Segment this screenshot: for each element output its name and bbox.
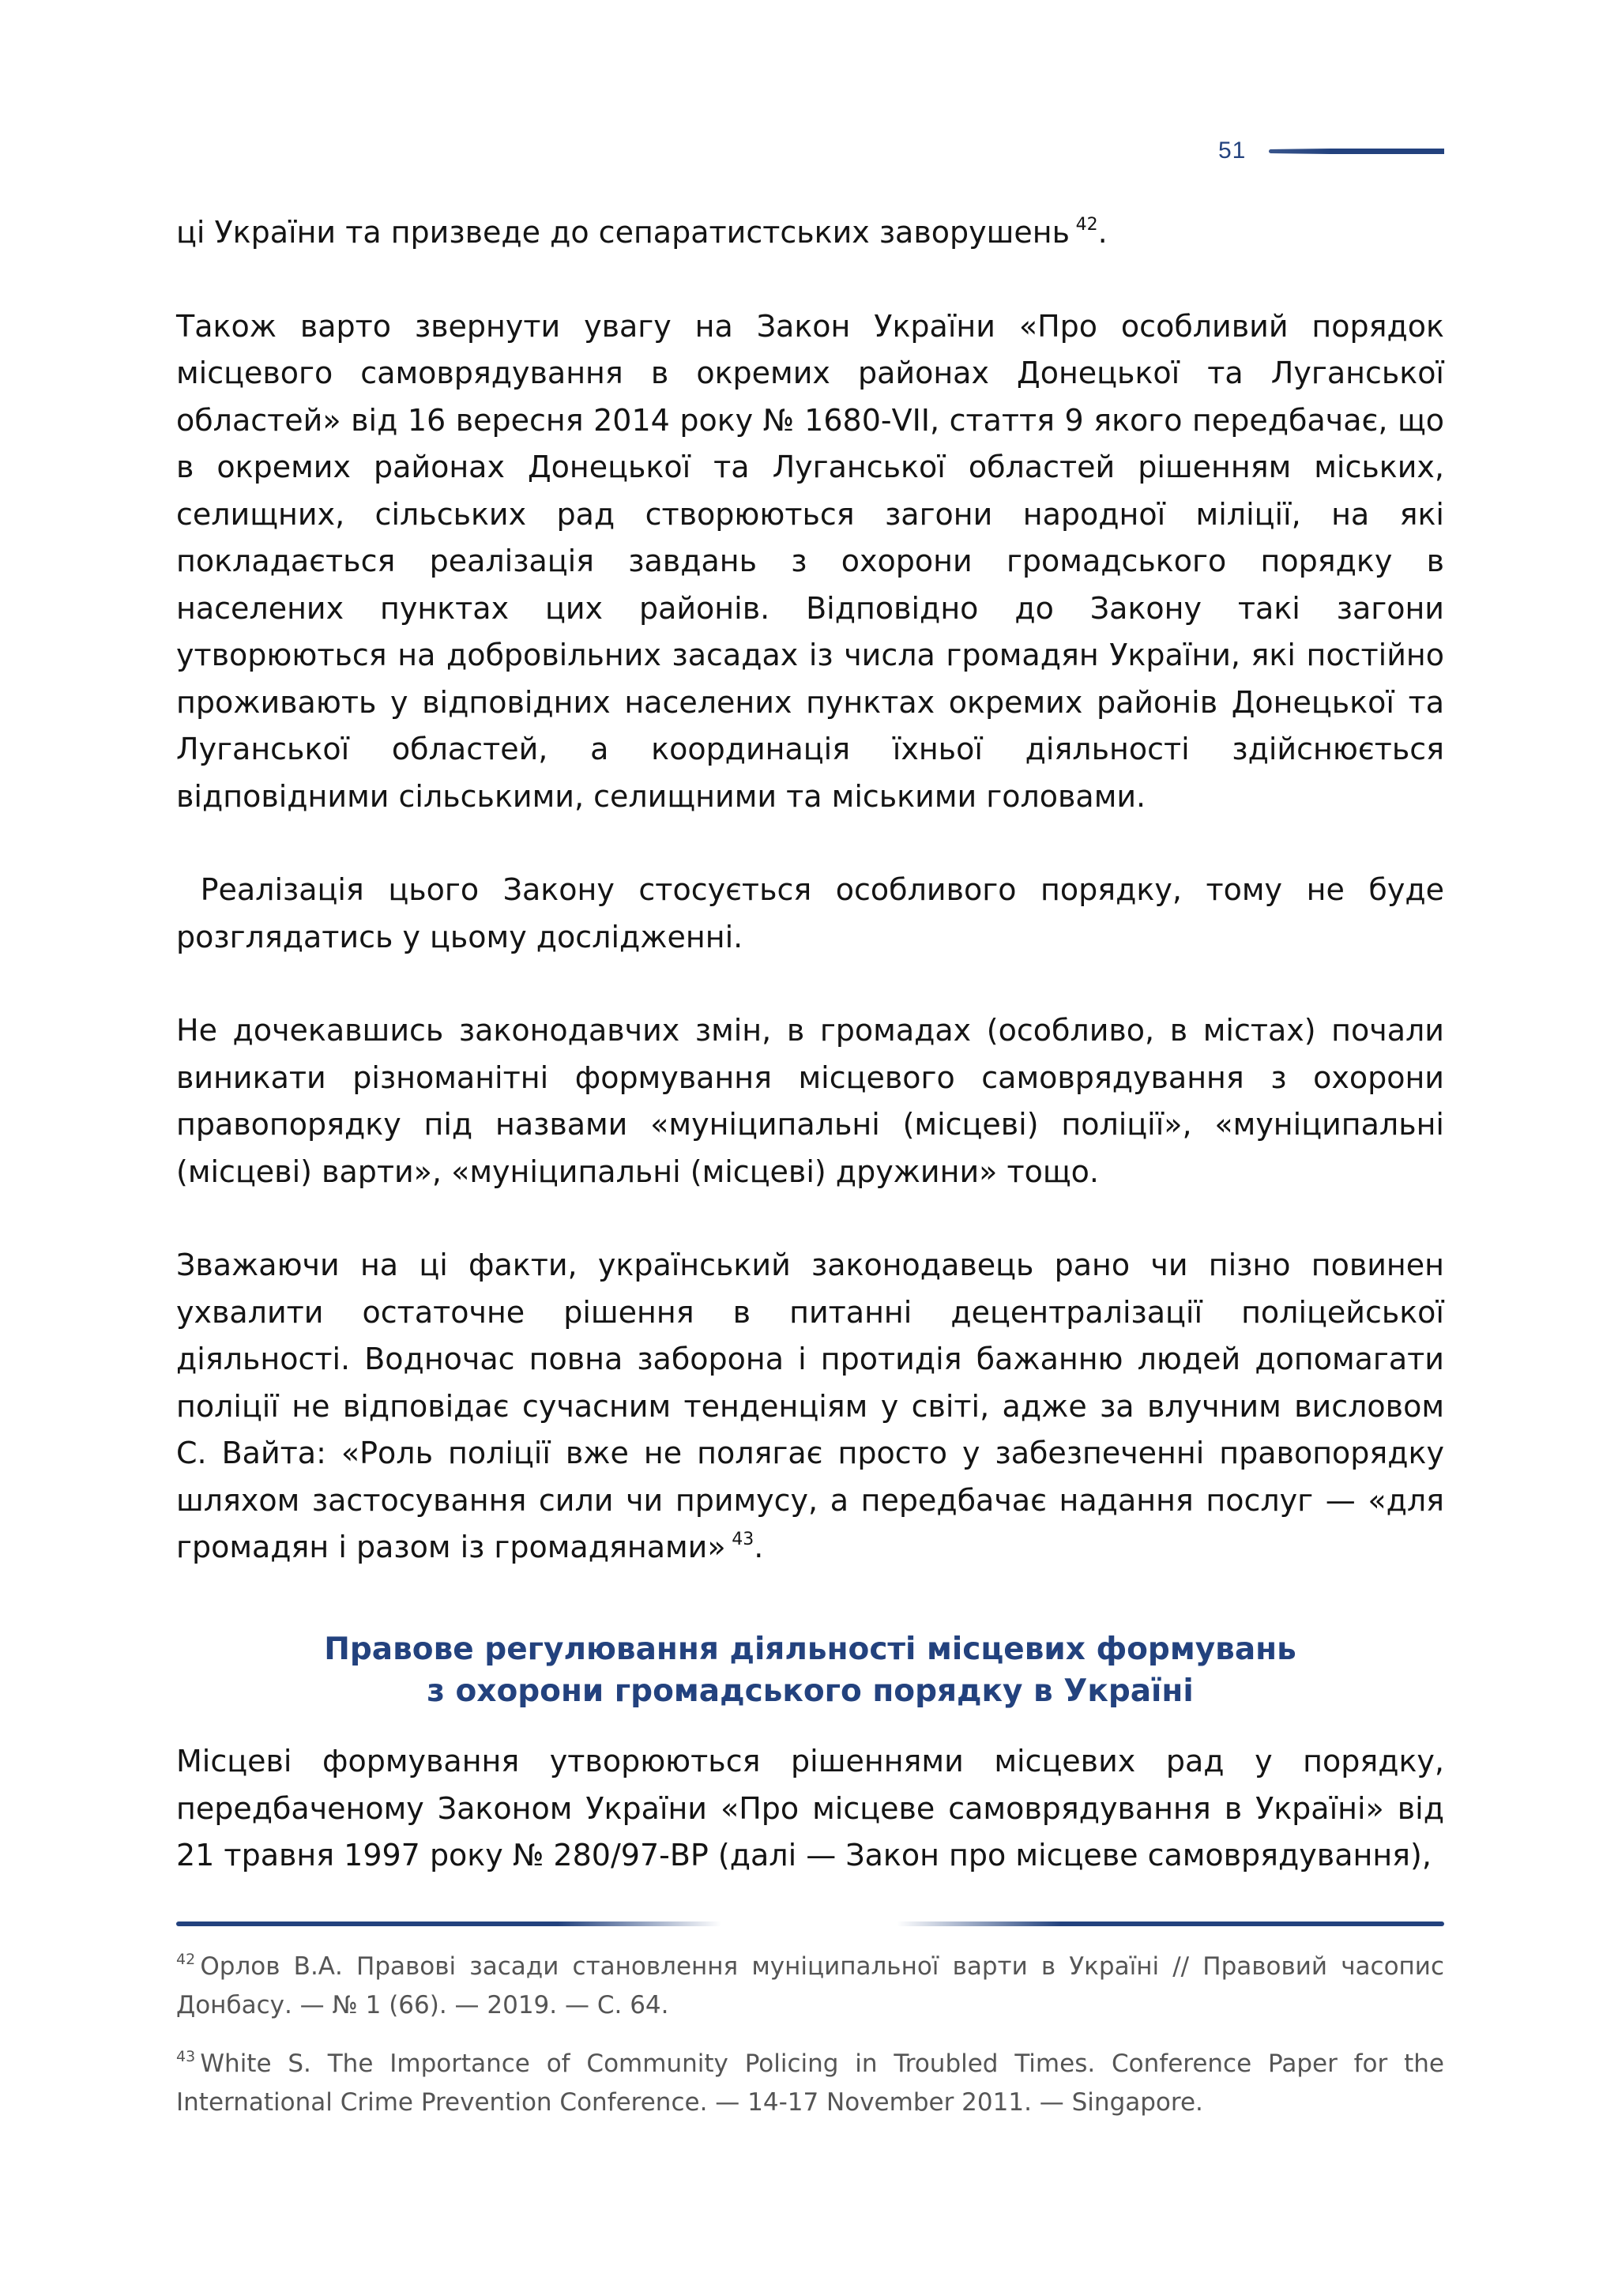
footnote-ref-43[interactable]: 43 — [732, 1530, 754, 1549]
paragraph-continuation — [176, 209, 1444, 257]
footnote-42 — [176, 1948, 1444, 2025]
paragraph-end: . — [754, 1530, 764, 1564]
footnote-43 — [176, 2045, 1444, 2122]
footnotes — [176, 1948, 1444, 2122]
paragraph-decentralization — [176, 1242, 1444, 1571]
section-heading — [176, 1628, 1444, 1712]
body-text — [176, 209, 1454, 1571]
paragraph-special-law: Також варто звернути увагу на Закон України «Про особливий порядок місцевого самоврядування в окремих районах Донецької та Луганської областей» від 16 вересня 2014 року № 1680-VII, стаття 9 якого передбачає, що в окремих районах Донецької та Луганської областей рішенням міських, селищних, сільських рад створюються загони народної міліції, на які покладається реалізація завдань з охорони громадського порядку в населених пунктах цих районів. Відповідно до Закону такі загони утворюються на добровільних засадах із числа громадян України, які постійно проживають у відповідних населених пунктах окремих районів Донецької та Луганської областей, а координація їхньої діяльності здійснюється відповідними сільськими, селищними та міськими головами. — [176, 308, 1444, 814]
footnote-text: Орлов В.А. Правові засади становлення муніципальної варти в Україні // Правовий часопис Донбасу. — № 1 (66). — 2019. — С. 64. — [176, 1952, 1444, 2019]
footnote-ref-42[interactable]: 42 — [1075, 215, 1098, 235]
footnote-divider-left — [176, 1921, 721, 1926]
page-number: 51 — [1218, 137, 1247, 164]
header-rule — [1269, 149, 1444, 154]
footnote-divider-right — [897, 1921, 1444, 1926]
paragraph-text: Зважаючи на ці факти, український законодавець рано чи пізно повинен ухвалити остаточне рішення в питанні децентралізації поліцейської діяльності. Водночас повна заборона і протидія бажанню людей допомагати поліції не відповідає сучасним тенденціям у світі, адже за влучним висловом С. Вайта: «Роль поліції вже не полягає просто у забезпеченні правопорядку шляхом застосування сили чи примусу, а передбачає надання послуг — «для громадян і разом із громадянами» — [176, 1248, 1444, 1564]
paragraph-end: . — [1097, 215, 1108, 250]
paragraph-local-formations: Не дочекавшись законодавчих змін, в громадах (особливо, в містах) почали виникати різноманітні формування місцевого самоврядування з охорони правопорядку під назвами «муніципальні (місцеві) поліції», «муніципальні (місцеві) варти», «муніципальні (місцеві) дружини» тощо. — [176, 1013, 1444, 1189]
paragraph-scope-note: Реалізація цього Закону стосується особливого порядку, тому не буде розглядатись у цьому дослідженні. — [176, 872, 1454, 954]
section-paragraph: Місцеві формування утворюються рішеннями місцевих рад у порядку, передбаченому Законом України «Про місцеве самоврядування в Україні» від 21 травня 1997 року № 280/97-ВР (далі — Закон про місцеве самоврядування), — [176, 1744, 1444, 1873]
footnote-number: 42 — [176, 1951, 196, 1968]
footnote-text: White S. The Importance of Community Policing in Troubled Times. Conference Paper for the International Crime Prevention Conference. — 14-17 November 2011. — Singapore. — [176, 2049, 1444, 2117]
footnote-number: 43 — [176, 2048, 196, 2065]
section-heading-line-1: Правове регулювання діяльності місцевих формувань — [324, 1632, 1296, 1667]
section-heading-line-2: з охорони громадського порядку в Україні — [427, 1673, 1194, 1709]
paragraph-text: ці України та призведе до сепаратистських заворушень — [176, 215, 1070, 250]
